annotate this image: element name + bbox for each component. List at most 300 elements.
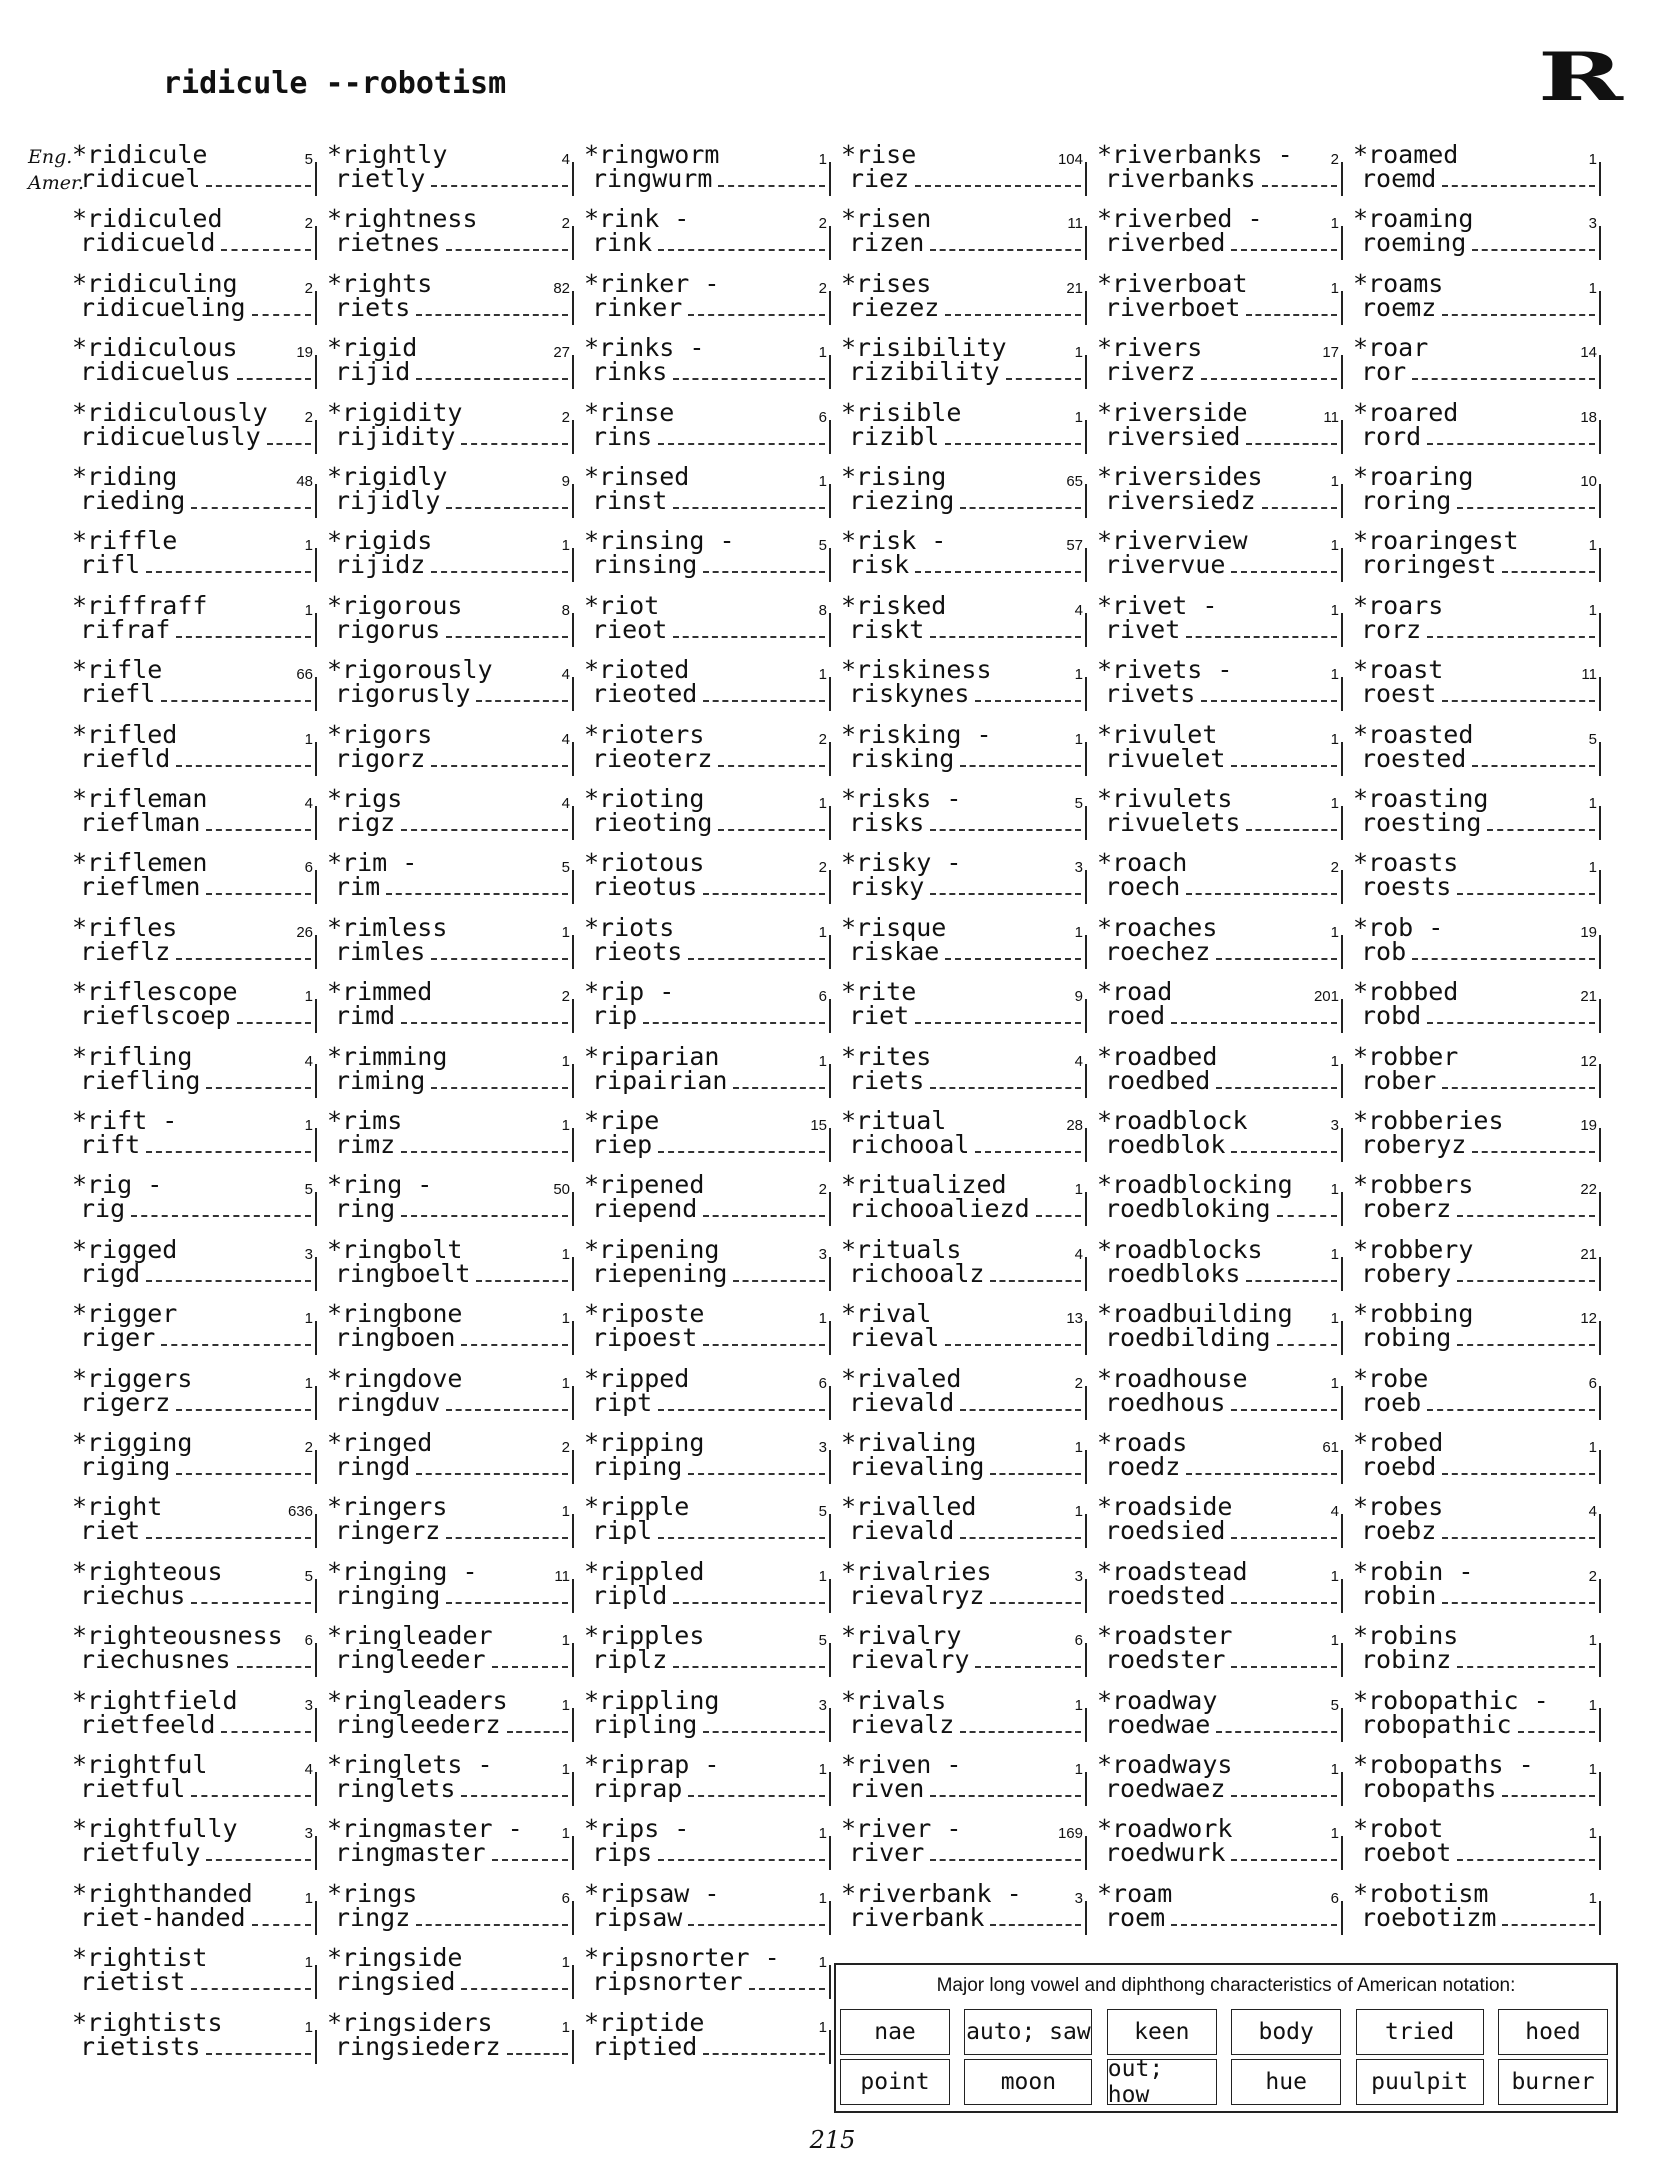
american-spelling: river xyxy=(849,1838,925,1868)
word-entry xyxy=(574,398,831,462)
english-spelling: *ripples xyxy=(584,1621,705,1651)
american-row xyxy=(592,809,827,837)
dotted-leader xyxy=(446,507,568,509)
dotted-leader xyxy=(1186,636,1337,638)
frequency-count: 6 xyxy=(304,1632,313,1650)
american-row xyxy=(1105,680,1339,708)
dotted-leader xyxy=(191,1795,311,1797)
frequency-count: 19 xyxy=(1580,1117,1597,1134)
english-spelling: *risque xyxy=(841,912,947,942)
word-entry xyxy=(317,784,574,848)
dotted-leader xyxy=(673,1602,825,1604)
american-spelling: rinker xyxy=(592,292,683,322)
american-row xyxy=(1105,1904,1339,1932)
dotted-leader xyxy=(191,507,311,509)
word-entry xyxy=(574,1686,831,1750)
frequency-count: 3 xyxy=(818,1245,827,1263)
american-spelling: rift xyxy=(80,1130,141,1159)
word-entry xyxy=(317,1492,574,1556)
english-spelling: *roadside xyxy=(1097,1492,1233,1522)
american-row xyxy=(1105,423,1339,451)
american-spelling: risky xyxy=(849,872,925,902)
american-row xyxy=(80,938,313,966)
american-spelling: rins xyxy=(592,421,653,451)
english-spelling: *rinsing - xyxy=(584,526,735,556)
frequency-count: 3 xyxy=(818,1439,827,1456)
american-spelling: rigd xyxy=(80,1258,141,1288)
dotted-leader xyxy=(718,185,825,187)
american-row xyxy=(1361,229,1597,257)
word-entry xyxy=(1343,720,1601,784)
american-spelling: ridicuelusly xyxy=(80,421,261,451)
american-spelling: ring xyxy=(335,1194,396,1224)
dotted-leader xyxy=(461,1795,568,1797)
american-spelling: ringerz xyxy=(335,1516,441,1546)
word-entry xyxy=(62,1557,317,1621)
frequency-count: 1 xyxy=(1588,151,1597,168)
english-spelling: *rightfully xyxy=(72,1814,238,1844)
column-rule-tick xyxy=(1599,1450,1601,1484)
english-spelling: *rigid xyxy=(327,333,418,363)
american-row xyxy=(335,423,570,451)
american-row xyxy=(849,1067,1083,1095)
english-spelling: *ringing - xyxy=(327,1556,478,1586)
american-row xyxy=(80,423,313,451)
legend-grid xyxy=(840,2009,1612,2107)
word-entry xyxy=(1087,591,1343,655)
word-entry xyxy=(62,1621,317,1685)
frequency-count: 1 xyxy=(1588,601,1597,619)
english-spelling: *rinsed xyxy=(584,462,690,491)
dotted-leader xyxy=(1231,1859,1337,1861)
american-spelling: riverbed xyxy=(1105,228,1226,258)
word-entry xyxy=(317,913,574,977)
american-row xyxy=(592,487,827,515)
word-entry xyxy=(317,1364,574,1428)
english-spelling: *ringworm xyxy=(584,140,720,169)
word-entry xyxy=(831,1042,1087,1106)
american-spelling: riet xyxy=(849,1001,910,1031)
american-spelling: rim xyxy=(335,872,381,902)
english-spelling: *ripening xyxy=(584,1234,720,1264)
frequency-count: 15 xyxy=(810,1117,827,1134)
dotted-leader xyxy=(688,1795,825,1797)
dotted-leader xyxy=(1502,571,1595,573)
american-row xyxy=(80,616,313,644)
american-row xyxy=(335,551,570,579)
word-entry xyxy=(62,526,317,590)
word-entry xyxy=(574,655,831,719)
american-row xyxy=(335,1775,570,1803)
american-row xyxy=(1105,294,1339,322)
word-entry xyxy=(1343,1879,1601,1943)
american-row xyxy=(1105,1517,1339,1545)
american-row xyxy=(1361,1324,1597,1352)
english-spelling: *rinks - xyxy=(584,333,705,363)
word-entry xyxy=(317,2008,574,2072)
american-row xyxy=(592,1839,827,1867)
american-spelling: rieflscoep xyxy=(80,1001,231,1031)
english-spelling: *risk - xyxy=(841,526,947,556)
word-entry xyxy=(317,140,574,204)
frequency-count: 1 xyxy=(1588,1696,1597,1714)
dotted-leader xyxy=(930,829,1081,831)
american-row xyxy=(1361,1195,1597,1223)
frequency-count: 1 xyxy=(1330,1245,1339,1263)
american-spelling: ringmaster xyxy=(335,1838,486,1868)
american-row xyxy=(1361,1389,1597,1417)
word-entry xyxy=(1343,1621,1601,1685)
american-row xyxy=(592,1711,827,1739)
american-spelling: rieoterz xyxy=(592,743,713,773)
column-rule-tick xyxy=(1599,1192,1601,1226)
frequency-count: 3 xyxy=(1074,1889,1083,1907)
dotted-leader xyxy=(176,1409,311,1411)
american-row xyxy=(80,680,313,708)
dotted-leader xyxy=(1427,443,1595,445)
american-spelling: roedwurk xyxy=(1105,1838,1226,1868)
frequency-count: 2 xyxy=(304,215,313,233)
dotted-leader xyxy=(1442,1473,1595,1475)
frequency-count: 1 xyxy=(561,2018,570,2036)
word-entry xyxy=(1087,1428,1343,1492)
word-entry xyxy=(574,462,831,526)
frequency-count: 2 xyxy=(304,279,313,297)
american-spelling: rietists xyxy=(80,2031,201,2061)
frequency-count: 1 xyxy=(1330,1310,1339,1328)
frequency-count: 2 xyxy=(818,730,827,748)
word-entry xyxy=(1343,1106,1601,1170)
frequency-count: 18 xyxy=(1580,408,1597,426)
dotted-leader xyxy=(703,2053,825,2055)
word-entry xyxy=(831,1814,1087,1878)
american-row xyxy=(1105,745,1339,773)
word-entry xyxy=(574,204,831,268)
frequency-count: 1 xyxy=(304,1310,313,1328)
dotted-leader xyxy=(1442,314,1595,316)
american-row xyxy=(592,165,827,193)
american-spelling: ripsaw xyxy=(592,1902,683,1932)
frequency-count: 21 xyxy=(1066,279,1083,297)
american-row xyxy=(592,1067,827,1095)
frequency-count: 2 xyxy=(304,1439,313,1456)
column-rule-tick xyxy=(1599,484,1601,518)
frequency-count: 1 xyxy=(1330,1374,1339,1392)
american-spelling: rimd xyxy=(335,1001,396,1031)
dotted-leader xyxy=(191,1988,311,1990)
dotted-leader xyxy=(960,1409,1081,1411)
column-rule-tick xyxy=(1599,935,1601,969)
american-row xyxy=(80,1453,313,1481)
american-spelling: ror xyxy=(1361,357,1407,387)
american-spelling: riskynes xyxy=(849,679,970,709)
dotted-leader xyxy=(658,1151,825,1153)
american-spelling: riging xyxy=(80,1452,171,1481)
word-entry xyxy=(1087,977,1343,1041)
frequency-count: 28 xyxy=(1066,1117,1083,1134)
word-entry xyxy=(62,1943,317,2007)
word-entry xyxy=(1087,140,1343,204)
frequency-count: 8 xyxy=(561,601,570,619)
american-spelling: rietfuly xyxy=(80,1838,201,1868)
dotted-leader xyxy=(161,1344,311,1346)
word-entry xyxy=(317,333,574,397)
american-row xyxy=(1105,1582,1339,1610)
frequency-count: 636 xyxy=(287,1503,313,1521)
word-entry xyxy=(62,977,317,1041)
dotted-leader xyxy=(1457,1280,1595,1282)
dotted-leader xyxy=(431,765,568,767)
american-row xyxy=(335,1839,570,1867)
dotted-leader xyxy=(703,1344,825,1346)
word-entry xyxy=(574,1299,831,1363)
english-spelling: *ripsaw - xyxy=(584,1878,720,1908)
english-spelling: *ripped xyxy=(584,1363,690,1393)
american-spelling: roests xyxy=(1361,872,1452,902)
page-header-title: ridicule --robotism xyxy=(163,66,507,101)
english-spelling: *riflescope xyxy=(72,977,238,1007)
dotted-leader xyxy=(252,314,311,316)
frequency-count: 4 xyxy=(561,795,570,812)
frequency-count: 1 xyxy=(1330,1825,1339,1843)
american-row xyxy=(592,616,827,644)
american-spelling: rinsing xyxy=(592,550,698,580)
word-entry xyxy=(1343,1170,1601,1234)
frequency-count: 1 xyxy=(818,473,827,490)
word-entry xyxy=(317,462,574,526)
american-row xyxy=(1105,1453,1339,1481)
american-row xyxy=(849,1453,1083,1481)
frequency-count: 2 xyxy=(818,1181,827,1199)
english-spelling: *roast xyxy=(1353,655,1444,685)
american-spelling: ringing xyxy=(335,1580,441,1610)
word-entry xyxy=(1343,398,1601,462)
american-spelling: roedster xyxy=(1105,1645,1226,1675)
frequency-count: 1 xyxy=(1074,923,1083,941)
column-rule-tick xyxy=(1599,677,1601,711)
english-spelling: *riverview xyxy=(1097,526,1248,556)
word-entry xyxy=(574,1364,831,1428)
american-spelling: rievald xyxy=(849,1516,955,1546)
english-spelling: *robot xyxy=(1353,1814,1444,1844)
frequency-count: 1 xyxy=(1588,1632,1597,1650)
dotted-leader xyxy=(1231,249,1337,251)
dotted-leader xyxy=(673,507,825,509)
american-spelling: richooalz xyxy=(849,1258,985,1288)
american-spelling: ridicueling xyxy=(80,292,246,322)
american-spelling: rinks xyxy=(592,357,668,387)
word-entry xyxy=(574,1814,831,1878)
american-spelling: rizibility xyxy=(849,357,1000,387)
american-spelling: ripl xyxy=(592,1516,653,1546)
american-row xyxy=(592,1904,827,1932)
word-entry xyxy=(1087,1235,1343,1299)
english-spelling: *riding xyxy=(72,462,178,491)
english-spelling: *roadbuilding xyxy=(1097,1299,1293,1329)
dotted-leader xyxy=(1442,1087,1595,1089)
english-spelling: *ringed xyxy=(327,1428,433,1457)
dotted-leader xyxy=(237,1022,311,1024)
american-row xyxy=(592,1775,827,1803)
frequency-count: 3 xyxy=(1330,1117,1339,1134)
english-spelling: *roadwork xyxy=(1097,1814,1233,1844)
american-spelling: roested xyxy=(1361,743,1467,773)
american-spelling: rizibl xyxy=(849,421,940,451)
american-spelling: roech xyxy=(1105,872,1181,902)
word-entry xyxy=(831,462,1087,526)
dotted-leader xyxy=(1186,893,1337,895)
american-spelling: roebz xyxy=(1361,1516,1437,1546)
english-spelling: *rioted xyxy=(584,655,690,685)
american-row xyxy=(335,938,570,966)
word-entry xyxy=(62,398,317,462)
american-spelling: roemd xyxy=(1361,164,1437,193)
american-row xyxy=(592,1453,827,1481)
english-spelling: *rivaling xyxy=(841,1428,977,1457)
american-row xyxy=(1361,1646,1597,1674)
american-spelling: riverbank xyxy=(849,1902,985,1932)
american-spelling: riechus xyxy=(80,1580,186,1610)
american-spelling: rievalry xyxy=(849,1645,970,1675)
legend-cell: body xyxy=(1231,2009,1341,2055)
english-spelling: *riot xyxy=(584,590,660,620)
american-row xyxy=(335,1904,570,1932)
american-row xyxy=(1361,551,1597,579)
english-spelling: *ripe xyxy=(584,1106,660,1135)
dotted-leader xyxy=(431,185,568,187)
dotted-leader xyxy=(718,765,825,767)
english-spelling: *roach xyxy=(1097,848,1188,878)
word-entry xyxy=(574,591,831,655)
english-spelling: *righteousness xyxy=(72,1621,283,1651)
american-spelling: rivuelet xyxy=(1105,743,1226,773)
word-entry xyxy=(1343,913,1601,977)
american-row xyxy=(849,873,1083,901)
american-spelling: ringduv xyxy=(335,1387,441,1417)
frequency-count: 14 xyxy=(1580,344,1597,362)
dotted-leader xyxy=(161,700,311,702)
column-rule-tick xyxy=(1599,226,1601,260)
american-spelling: rijid xyxy=(335,357,411,387)
frequency-count: 1 xyxy=(1330,279,1339,297)
dotted-leader xyxy=(990,1924,1081,1926)
american-row xyxy=(1105,1260,1339,1288)
legend-cell: keen xyxy=(1107,2009,1217,2055)
american-row xyxy=(335,487,570,515)
dotted-leader xyxy=(1457,1666,1595,1668)
word-entry xyxy=(831,913,1087,977)
frequency-count: 1 xyxy=(1330,1181,1339,1199)
american-row xyxy=(849,423,1083,451)
dotted-leader xyxy=(733,1280,825,1282)
dotted-leader xyxy=(1457,507,1595,509)
american-spelling: rieoted xyxy=(592,679,698,709)
english-spelling: *ringleader xyxy=(327,1621,493,1651)
american-spelling: ridicueld xyxy=(80,228,216,258)
word-entry xyxy=(574,269,831,333)
word-entry xyxy=(831,398,1087,462)
frequency-count: 1 xyxy=(818,1954,827,1972)
word-entry xyxy=(1087,269,1343,333)
american-row xyxy=(1105,809,1339,837)
american-spelling: riepend xyxy=(592,1194,698,1224)
dotted-leader xyxy=(1442,1537,1595,1539)
english-spelling: *roar xyxy=(1353,333,1429,363)
american-row xyxy=(1105,1195,1339,1223)
legend-cell: moon xyxy=(964,2059,1092,2105)
word-entry xyxy=(317,1299,574,1363)
american-row xyxy=(1105,873,1339,901)
english-spelling: *rippled xyxy=(584,1556,705,1586)
dotted-leader xyxy=(1201,378,1337,380)
dotted-leader xyxy=(688,314,825,316)
word-entry xyxy=(1343,1364,1601,1428)
frequency-count: 9 xyxy=(561,473,570,490)
dotted-leader xyxy=(945,1344,1081,1346)
american-row xyxy=(80,1131,313,1159)
word-entry xyxy=(1343,848,1601,912)
word-entry xyxy=(831,591,1087,655)
american-row xyxy=(1361,358,1597,386)
dotted-leader xyxy=(176,765,311,767)
word-entry xyxy=(574,720,831,784)
american-spelling: rips xyxy=(592,1838,653,1868)
dotted-leader xyxy=(206,893,311,895)
dotted-leader xyxy=(1231,1151,1337,1153)
american-spelling: riger xyxy=(80,1323,156,1353)
word-entry xyxy=(831,1364,1087,1428)
frequency-count: 1 xyxy=(1074,666,1083,684)
american-spelling: roebd xyxy=(1361,1452,1437,1481)
english-spelling: *rightist xyxy=(72,1943,208,1973)
legend-cell: out; how xyxy=(1107,2059,1217,2105)
dotted-leader xyxy=(1006,378,1081,380)
english-spelling: *risibility xyxy=(841,333,1007,363)
frequency-count: 6 xyxy=(818,988,827,1006)
english-spelling: *riprap - xyxy=(584,1750,720,1779)
word-entry xyxy=(1087,913,1343,977)
english-spelling: *righthanded xyxy=(72,1878,253,1908)
dotted-leader xyxy=(1231,1666,1337,1668)
column-rule-tick xyxy=(1599,1836,1601,1870)
word-entry xyxy=(1087,1621,1343,1685)
word-entry xyxy=(62,913,317,977)
dotted-leader xyxy=(1442,1602,1595,1604)
frequency-count: 6 xyxy=(304,859,313,877)
american-row xyxy=(1361,873,1597,901)
american-spelling: rinst xyxy=(592,486,668,515)
american-row xyxy=(335,616,570,644)
english-spelling: *rippling xyxy=(584,1685,720,1715)
american-spelling: rievalz xyxy=(849,1709,955,1739)
american-row xyxy=(1105,1002,1339,1030)
dotted-leader xyxy=(1472,765,1595,767)
english-spelling: *roasting xyxy=(1353,784,1489,813)
american-row xyxy=(335,294,570,322)
american-spelling: risking xyxy=(849,743,955,773)
word-column-5 xyxy=(1087,140,1343,1943)
american-spelling: roedsted xyxy=(1105,1580,1226,1610)
frequency-count: 1 xyxy=(561,1052,570,1070)
american-spelling: roeming xyxy=(1361,228,1467,258)
english-spelling: *riposte xyxy=(584,1299,705,1329)
dotted-leader xyxy=(176,958,311,960)
word-entry xyxy=(62,2008,317,2072)
english-spelling: *roadblock xyxy=(1097,1106,1248,1135)
dotted-leader xyxy=(131,1215,311,1217)
word-entry xyxy=(831,1879,1087,1943)
american-row xyxy=(335,1131,570,1159)
